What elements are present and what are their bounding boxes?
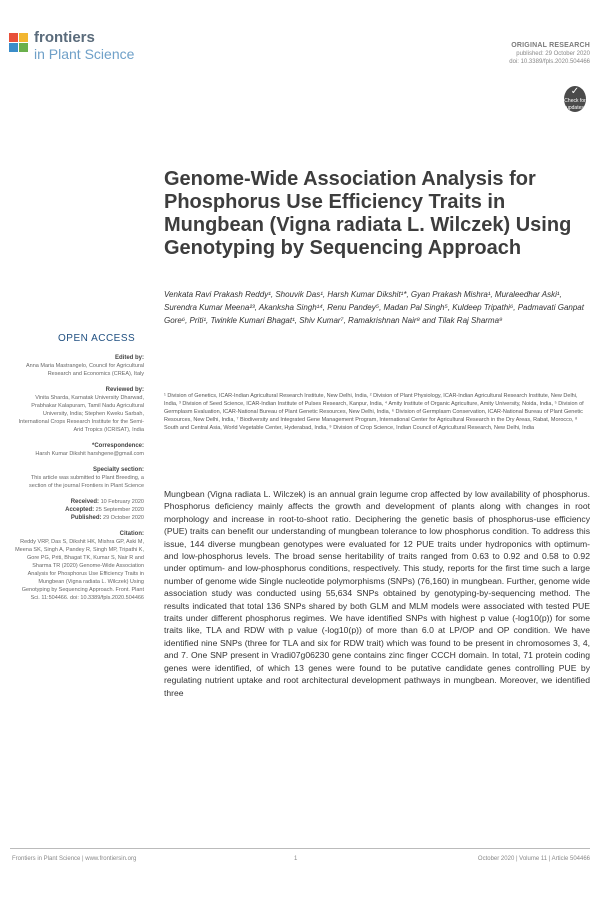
- edited-block: [14, 354, 144, 378]
- frontiers-logo-icon: [8, 32, 30, 54]
- accepted-date: 25 September 2020: [95, 507, 144, 513]
- correspondence-label: *Correspondence:: [91, 443, 144, 449]
- reviewed-label: Reviewed by:: [105, 387, 144, 393]
- dates-block: [14, 498, 144, 522]
- article-meta: [509, 42, 590, 66]
- citation-text: Reddy VRP, Das S, Dikshit HK, Mishra GP, Aski M, Meena SK, Singh A, Pandey R, Singh MP, Tripathi K, Gore PG, Priti, Bhagat TK, Kumar S, Nair R and Sharma TR (2020) Genome-Wide Association Analysis for Phosphorus Use Efficiency Traits in Mungbean (Vigna radiata L. Wilczek) Using Genotyping by Sequencing Approach. Front. Plant Sci. 11:504466. doi: 10.3389/fpls.2020.504466: [15, 539, 144, 601]
- received-label: Received:: [70, 499, 100, 505]
- accepted-label: Accepted:: [65, 507, 95, 513]
- abstract-text: Mungbean (Vigna radiata L. Wilczek) is an annual grain legume crop affected by low availability of phosphorus. Phosphorus deficiency mainly affects the growth and development of plants along with changes in root morphology and increase in root-to-shoot ratio. Deciphering the genetic basis of phosphorus-use efficiency (PUE) traits can benefit our understanding of mungbean tolerance to low phosphorus condition. To address this issue, 144 diverse mungbean genotypes were evaluated for 12 PUE traits under hydroponics with optimum- and low-phosphorus levels. The broad sense heritability of traits ranged from 0.63 to 0.92 and 0.58 to 0.92 under optimum- and low-phosphorus conditions, respectively. This study, reports for the first time such a large number of genome wide Single nucleotide polymorphisms (SNPs) (76,160) in mungbean. Further, genome wide association study was conducted using 55,634 SNPs obtained by genotyping-by-sequencing method. The results indicated that total 136 SNPs shared by both GLM and MLM models were associated with tested PUE traits under different phosphorus regimes. We have identified SNPs with highest p value (-log10(p)) for some traits like, TLA and RDW with p value (-log10(p)) of more than 6.0 at LP/OP and OP condition. We have identified nine SNPs (three for TLA and six for RDW trait) which was found to be present in chromosomes 3, 4, and 7. One SNP present in Vradi07g06230 gene contains zinc finger CCCH domain. In total, 71 protein coding genes were identified, of which 13 genes were found to be putative candidate genes controlling PUE by regulating nutrient uptake and root architectural development pathways in mungbean. Moreover, we identified three: [164, 489, 590, 698]
- published-line: published: 29 October 2020: [516, 51, 590, 57]
- article-type: ORIGINAL RESEARCH: [511, 42, 590, 49]
- published-date: 29 October 2020: [103, 515, 144, 521]
- check-updates-badge[interactable]: [564, 86, 586, 112]
- footer-divider: [10, 848, 590, 849]
- specialty-block: [14, 466, 144, 490]
- citation-block: [14, 530, 144, 602]
- specialty-label: Specialty section:: [92, 467, 144, 473]
- reviewed-block: [14, 386, 144, 434]
- specialty-text: This article was submitted to Plant Breeding, a section of the journal Frontiers in Plant Science: [29, 475, 144, 489]
- citation-label: Citation:: [119, 531, 144, 537]
- journal-name: frontiers: [34, 29, 95, 46]
- published-label: Published:: [70, 515, 102, 521]
- sidebar-info: [14, 354, 144, 610]
- footer-volume: October 2020 | Volume 11 | Article 504466: [477, 856, 590, 862]
- check-icon: ✓: [570, 86, 580, 97]
- edited-label: Edited by:: [114, 355, 144, 361]
- reviewed-text: Vinita Sharda, Karnatak University Dharwad, Prabhakar Kalapuram, Tamil Nadu Agricultural University, India; Stephen Kweku Sarbah, International Crops Research Institute for the Semi-Arid Tropics (ICRISAT), India: [18, 395, 144, 433]
- footer-journal[interactable]: Frontiers in Plant Science | www.frontiersin.org: [12, 856, 137, 862]
- check-updates-label: Check for updates: [564, 98, 586, 111]
- correspondence-text[interactable]: Harsh Kumar Dikshit harshgene@gmail.com: [35, 451, 144, 457]
- journal-logo: [8, 30, 134, 62]
- edited-text: Anna Maria Mastrangelo, Council for Agricultural Research and Economics (CREA), Italy: [25, 363, 144, 377]
- journal-subtitle: in Plant Science: [34, 46, 135, 62]
- received-date: 10 February 2020: [100, 499, 144, 505]
- affiliations: ¹ Division of Genetics, ICAR-Indian Agricultural Research Institute, New Delhi, India, ² Division of Plant Physiology, ICAR-Indian Agricultural Research Institute, New Delhi, India, ³ Division of Seed Science, ICAR-Indian Institute of Pulses Research, Kanpur, India, ⁴ Amity Institute of Organic Agriculture, Amity University, Noida, India, ⁵ Division of Germplasm Evaluation, ICAR-National Bureau of Plant Genetic Resources, New Delhi, India, ⁶ Division of Germplasm Conservation, ICAR-National Bureau of Plant Genetic Resources, New Delhi, India, ⁷ Biodiversity and Integrated Gene Management Program, International Center for Agricultural Research in the Dry Areas, Rabat, Morocco, ⁸ South and Central Asia, World Vegetable Center, Hyderabad, India, ⁹ Division of Crop Science, Indian Council of Agricultural Research, New Delhi, India: [164, 393, 584, 431]
- article-title: Genome-Wide Association Analysis for Phosphorus Use Efficiency Traits in Mungbean (Vigna radiata L. Wilczek) Using Genotyping by Sequencing Approach: [164, 168, 572, 259]
- open-access-label: OPEN ACCESS: [58, 333, 136, 344]
- correspondence-block: [14, 442, 144, 458]
- page-number: 1: [294, 856, 298, 862]
- author-list: Venkata Ravi Prakash Reddy¹, Shouvik Das¹, Harsh Kumar Dikshit¹*, Gyan Prakash Mishra¹, Muraleedhar Aski¹, Surendra Kumar Meena²³, Akanksha Singh¹⁴, Renu Pandey⁵, Madan Pal Singh⁵, Kuldeep Tripathi⁶, Padmavati Ganpat Gore⁶, Priti¹, Twinkle Kumari Bhagat¹, Shiv Kumar⁷, Ramakrishnan Nair⁸ and Tilak Raj Sharma⁹: [164, 290, 584, 325]
- doi-link[interactable]: doi: 10.3389/fpls.2020.504466: [509, 59, 590, 65]
